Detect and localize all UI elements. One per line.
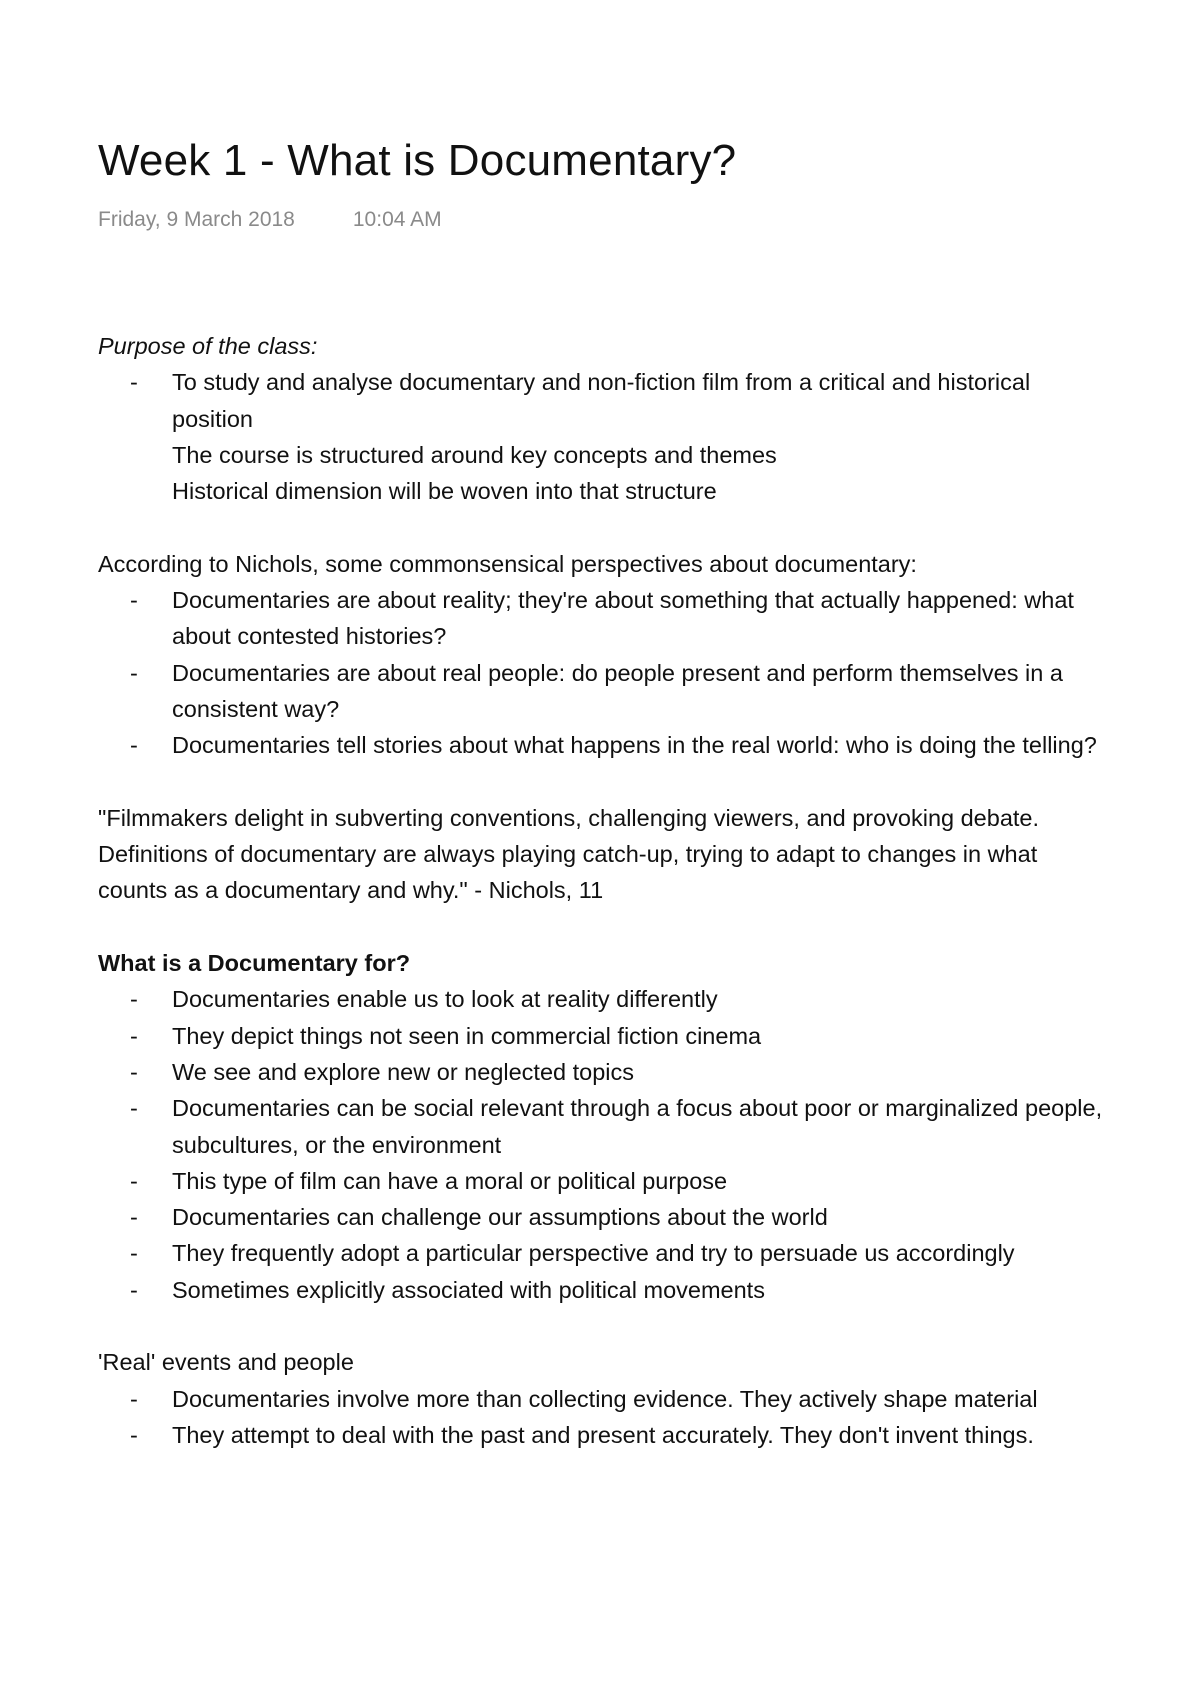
nichols-heading: According to Nichols, some commonsensical perspectives about documentary: bbox=[98, 550, 917, 577]
nichols-list bbox=[98, 582, 1108, 763]
dash-bullet: - bbox=[130, 1276, 138, 1303]
list-item-text: We see and explore new or neglected topics bbox=[172, 1058, 635, 1085]
list-item bbox=[98, 1163, 1108, 1199]
list-item bbox=[98, 1235, 1108, 1271]
list-item-text: Documentaries are about real people: do people present and perform themselves in a consistent way? bbox=[172, 659, 1063, 722]
dash-bullet: - bbox=[130, 1240, 138, 1267]
list-item-text: This type of film can have a moral or political purpose bbox=[172, 1167, 728, 1194]
real-events-list bbox=[98, 1381, 1108, 1454]
purpose-list bbox=[98, 364, 1108, 437]
page-timestamp bbox=[98, 208, 442, 232]
page-time: 10:04 AM bbox=[352, 208, 442, 231]
list-item-text: Documentaries are about reality; they're about something that actually happened: what about contested histories? bbox=[172, 587, 1074, 650]
documentary-for-list bbox=[98, 981, 1108, 1308]
dash-bullet: - bbox=[130, 1095, 138, 1122]
dash-bullet: - bbox=[130, 369, 138, 396]
dash-bullet: - bbox=[130, 1022, 138, 1049]
dash-bullet: - bbox=[130, 1058, 138, 1085]
list-item bbox=[98, 655, 1108, 728]
page-date: Friday, 9 March 2018 bbox=[98, 208, 295, 231]
list-item-text: Documentaries can challenge our assumptions about the world bbox=[172, 1204, 828, 1231]
list-item bbox=[98, 582, 1108, 655]
dash-bullet: - bbox=[130, 587, 138, 614]
list-item bbox=[98, 727, 1108, 763]
page-title: Week 1 - What is Documentary? bbox=[98, 136, 737, 185]
real-events-heading: 'Real' events and people bbox=[98, 1349, 354, 1376]
dash-bullet: - bbox=[130, 1385, 138, 1412]
purpose-extra-line: The course is structured around key concepts and themes bbox=[172, 441, 777, 468]
list-item-text: They frequently adopt a particular perspective and try to persuade us accordingly bbox=[172, 1240, 1015, 1267]
purpose-extra-line: Historical dimension will be woven into that structure bbox=[172, 478, 717, 505]
list-item-text: Documentaries tell stories about what happens in the real world: who is doing the telling? bbox=[172, 732, 1097, 759]
dash-bullet: - bbox=[130, 1421, 138, 1448]
list-item bbox=[98, 1199, 1108, 1235]
list-item bbox=[98, 1381, 1108, 1417]
dash-bullet: - bbox=[130, 659, 138, 686]
list-item bbox=[98, 981, 1108, 1017]
list-item bbox=[98, 364, 1108, 437]
list-item-text: To study and analyse documentary and non-fiction film from a critical and historical position bbox=[172, 369, 1031, 432]
nichols-quote: "Filmmakers delight in subverting conventions, challenging viewers, and provoking debate. Definitions of documentary are always playing catch-up, trying to adapt to changes in what counts as a documentary and why." - Nichols, 11 bbox=[98, 804, 1040, 904]
list-item bbox=[98, 1054, 1108, 1090]
dash-bullet: - bbox=[130, 1204, 138, 1231]
list-item bbox=[98, 1272, 1108, 1308]
dash-bullet: - bbox=[130, 732, 138, 759]
list-item-text: They depict things not seen in commercial fiction cinema bbox=[172, 1022, 762, 1049]
purpose-heading: Purpose of the class: bbox=[98, 333, 318, 359]
list-item bbox=[98, 1018, 1108, 1054]
list-item-text: Sometimes explicitly associated with political movements bbox=[172, 1276, 765, 1303]
list-item-text: Documentaries can be social relevant through a focus about poor or marginalized people, subcultures, or the environment bbox=[172, 1095, 1103, 1158]
list-item-text: Documentaries involve more than collecting evidence. They actively shape material bbox=[172, 1385, 1038, 1412]
dash-bullet: - bbox=[130, 986, 138, 1013]
list-item-text: They attempt to deal with the past and present accurately. They don't invent things. bbox=[172, 1421, 1034, 1448]
list-item bbox=[98, 1417, 1108, 1453]
dash-bullet: - bbox=[130, 1167, 138, 1194]
section-heading: What is a Documentary for? bbox=[98, 950, 411, 977]
list-item-text: Documentaries enable us to look at reality differently bbox=[172, 986, 718, 1013]
list-item bbox=[98, 1090, 1108, 1163]
note-body bbox=[98, 328, 1108, 1453]
